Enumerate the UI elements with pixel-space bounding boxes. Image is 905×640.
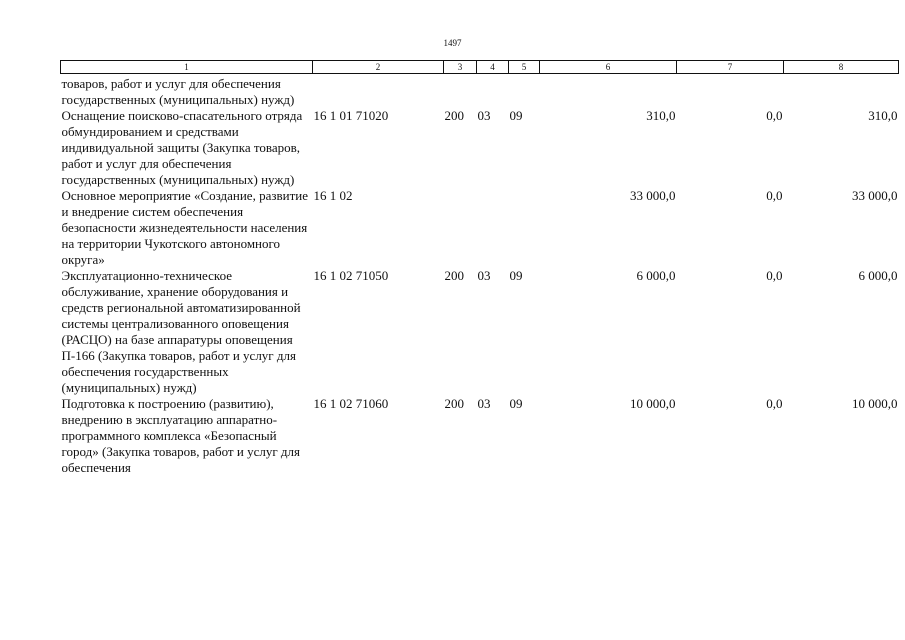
row-amount-regional: 6 000,0 [858, 268, 898, 283]
row-expense-type [444, 188, 477, 268]
row-section [477, 188, 509, 268]
row-amount-total: 33 000,0 [630, 188, 676, 203]
column-header: 5 [509, 61, 540, 74]
row-expense-type: 200 [444, 268, 464, 283]
row-target-code: 16 1 02 71060 [313, 396, 389, 411]
row-subsection: 09 [509, 108, 523, 123]
row-target-code: 16 1 02 71050 [313, 268, 389, 283]
row-subsection: 09 [509, 268, 523, 283]
row-amount-regional: 310,0 [868, 108, 898, 123]
table-row [61, 396, 899, 476]
row-amount-federal: 0,0 [766, 108, 783, 123]
column-number-row [61, 61, 899, 74]
row-subsection [509, 74, 540, 109]
row-expense-type: 200 [444, 396, 464, 411]
column-header: 2 [313, 61, 444, 74]
table-row [61, 268, 899, 396]
row-section [477, 74, 509, 109]
row-amount-federal: 0,0 [766, 396, 783, 411]
column-header: 7 [677, 61, 784, 74]
row-section: 03 [477, 108, 491, 123]
row-expense-type: 200 [444, 108, 464, 123]
page-number: 1497 [443, 38, 462, 48]
row-amount-regional [784, 74, 899, 109]
row-amount-federal: 0,0 [766, 268, 783, 283]
row-amount-federal [677, 74, 784, 109]
row-section: 03 [477, 396, 491, 411]
row-description: Основное мероприятие «Создание, развитие и внедрение систем обеспечения безопасности жизнедеятельности населения на территории Чукотского автономного округа» [61, 188, 308, 267]
row-amount-regional: 33 000,0 [852, 188, 898, 203]
table-row [61, 74, 899, 109]
budget-table [60, 60, 899, 476]
row-description: товаров, работ и услуг для обеспечения государственных (муниципальных) нужд) [61, 76, 295, 107]
row-amount-total [540, 74, 677, 109]
row-target-code: 16 1 02 [313, 188, 353, 203]
row-amount-regional: 10 000,0 [852, 396, 898, 411]
column-header: 6 [540, 61, 677, 74]
row-description: Подготовка к построению (развитию), внедрению в эксплуатацию аппаратно-программного комплекса «Безопасный город» (Закупка товаров, работ и услуг для обеспечения [61, 396, 300, 475]
row-target-code [313, 74, 444, 109]
row-section: 03 [477, 268, 491, 283]
column-header: 8 [784, 61, 899, 74]
row-subsection: 09 [509, 396, 523, 411]
column-header: 3 [444, 61, 477, 74]
row-subsection [509, 188, 540, 268]
table-row [61, 188, 899, 268]
row-amount-federal: 0,0 [766, 188, 783, 203]
row-target-code: 16 1 01 71020 [313, 108, 389, 123]
row-description: Эксплуатационно-техническое обслуживание, хранение оборудования и средств региональной автоматизированной системы централизованного оповещения (РАСЦО) на базе аппаратуры оповещения П-166 (Закупка товаров, работ и услуг для обеспечения государственных (муниципальных) нужд) [61, 268, 301, 395]
table-row [61, 108, 899, 188]
row-description: Оснащение поисково-спасательного отряда обмундированием и средствами индивидуальной защиты (Закупка товаров, работ и услуг для обеспечения государственных (муниципальных) нужд) [61, 108, 303, 187]
row-amount-total: 310,0 [646, 108, 676, 123]
row-amount-total: 10 000,0 [630, 396, 676, 411]
column-header: 4 [477, 61, 509, 74]
row-amount-total: 6 000,0 [636, 268, 676, 283]
column-header: 1 [61, 61, 313, 74]
row-expense-type [444, 74, 477, 109]
